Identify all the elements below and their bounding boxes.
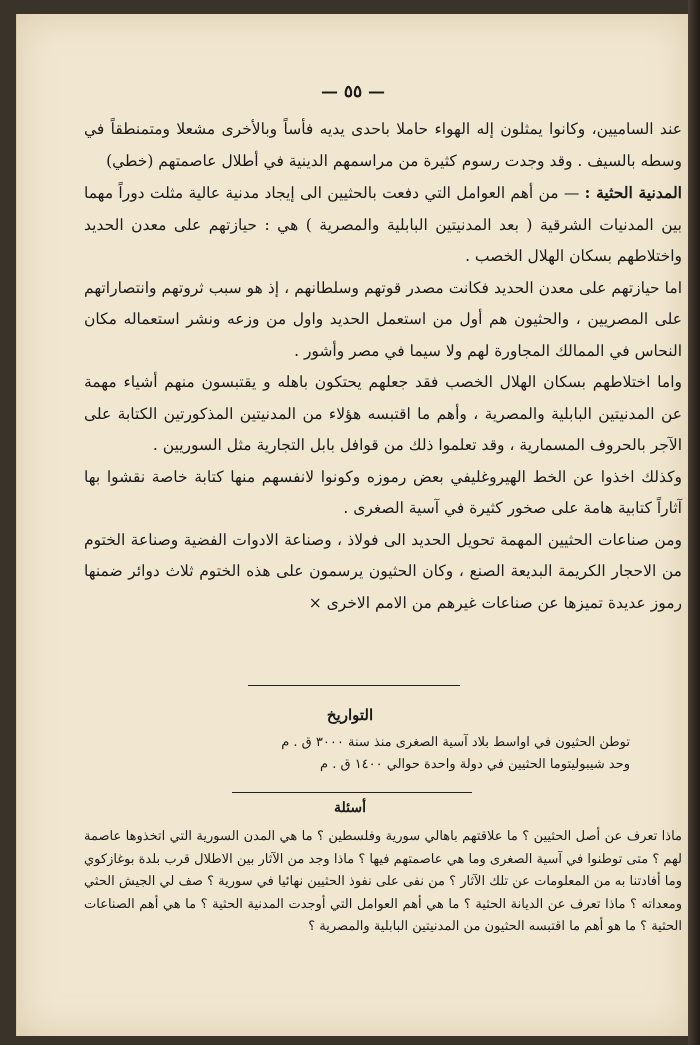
- page-edge-shadow: [688, 0, 700, 1045]
- paragraph-2-text: — من أهم العوامل التي دفعت بالحثيين الى إيجاد مدنية عالية مثلت دوراً مهما بين المدنيات الشرقية ( بعد المدنيتين البابلية والمصرية ) هي : حيازتهم على معدن الحديد واختلاطهم بسكان الهلال الخصب .: [84, 184, 682, 265]
- date-line: توطن الحثيون في اواسط بلاد آسية الصغرى منذ سنة ٣٠٠٠ ق . م: [281, 735, 630, 750]
- questions-block: [84, 826, 682, 939]
- section-divider: [248, 685, 460, 686]
- paragraph-3: اما حيازتهم على معدن الحديد فكانت مصدر قوتهم وسلطانهم ، إذ هو سبب ثروتهم وانتصاراتهم على المصريين ، والحثيون هم أول من استعمل الحديد واول من وزعه ونشر استعماله مكان النحاس في الممالك المجاورة لهم ولا سيما في مصر وأشور .: [84, 278, 682, 360]
- dates-heading: التواريخ: [326, 706, 374, 724]
- paragraph-4: واما اختلاطهم بسكان الهلال الخصب فقد جعلهم يحتكون باهله و يقتبسون منهم أشياء مهمة عن المدنيتين البابلية والمصرية ، وأهم ما اقتبسه هؤلاء من المدنيتين المذكورتين الكتابة على الآجر بالحروف المسمارية ، وقد تعلموا ذلك من قوافل بابل التجارية مثل السوريين .: [84, 373, 682, 454]
- questions-text: ماذا تعرف عن أصل الحثيين ؟ ما علاقتهم باهالي سورية وفلسطين ؟ ما هي المدن السورية التي اتخذوها عاصمة لهم ؟ متى توطنوا في آسية الصغرى وما هي عاصمتهم فيها ؟ ماذا وجد من الآثار بين الاطلال قرب بلدة بوغازكوي وما أفادتنا به من المعلومات عن تلك الآثار ؟ من نفى على نفوذ الحثيين نهائيا في سورية ؟ صف لي الجيش الحثي ومعداته ؟ ماذا تعرف عن الديانة الحثية ؟ ما هي أهم العوامل التي أوجدت المدنية الحثية ؟ ما هي أهم الصناعات الحثية ؟ ما هو أهم ما اقتبسه الحثيون من المدنيتين البابلية والمصرية ؟: [84, 829, 682, 934]
- page-number: — ٥٥ —: [320, 82, 386, 102]
- section-divider: [232, 792, 472, 793]
- paragraph-2: [84, 177, 682, 273]
- section-heading-hittite-civilization: المدنية الحثية :: [584, 183, 682, 202]
- questions-heading: أسئلة: [334, 800, 366, 816]
- dates-list: [210, 732, 630, 776]
- main-text: [84, 114, 682, 619]
- paragraph-1: عند الساميين، وكانوا يمثلون إله الهواء حاملا باحدى يديه فأساً وبالأخرى مشعلا ومتمنطقاً في وسطه بالسيف . وقد وجدت رسوم كثيرة من مراسمهم الدينية في أطلال عاصمتهم (خطي): [84, 120, 682, 170]
- date-line: وحد شيبوليتوما الحثيين في دولة واحدة حوالي ١٤٠٠ ق . م: [320, 757, 630, 772]
- paragraph-6: ومن صناعات الحثيين المهمة تحويل الحديد الى فولاذ ، وصناعة الادوات الفضية وصناعة الختوم من الاحجار الكريمة البديعة الصنع ، وكان الحثيون يرسمون على هذه الختوم ثلاث دوائر ضمنها رموز عديدة تميزها عن صناعات غيرهم من الامم الاخرى ×: [84, 530, 682, 612]
- paragraph-5: وكذلك اخذوا عن الخط الهيروغليفي بعض رموزه وكونوا لانفسهم منها كتابة خاصة نقشوا بها آثاراً كتابية هامة على صخور كثيرة في آسية الصغرى .: [84, 467, 682, 517]
